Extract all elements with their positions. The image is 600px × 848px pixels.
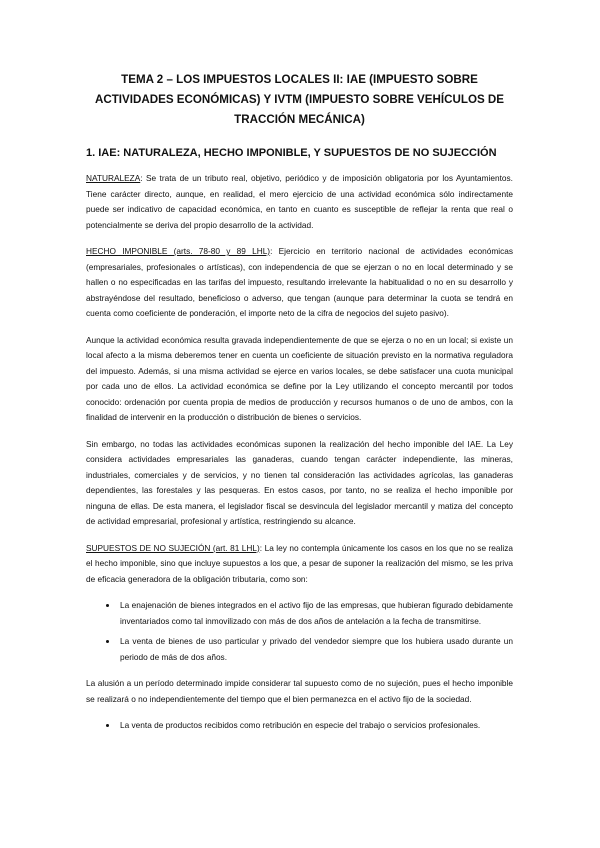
list-item: • La venta de bienes de uso particular y privado del vendedor siempre que los hubiera usado durante un periodo de más de dos años.: [118, 634, 513, 665]
no-sujecion-list-continued: [86, 718, 513, 734]
no-sujecion-text: : La ley no contempla únicamente los casos en los que no se realiza el hecho imponible, sino que incluye supuestos a los que, a pesar de suponer la realización del mismo, se les priva de eficacia generadora de la obligación tributaria, como son:: [86, 542, 513, 584]
document-title: TEMA 2 – LOS IMPUESTOS LOCALES II: IAE (IMPUESTO SOBRE ACTIVIDADES ECONÓMICAS) Y IVTM (IMPUESTO SOBRE VEHÍCULOS DE TRACCIÓN MECÁNICA): [94, 73, 505, 126]
list-item: • La enajenación de bienes integrados en el activo fijo de las empresas, que hubieran figurado debidamente inventariados como tal inmovilizado con más de dos años de antelación a la fecha de transmitirse.: [118, 598, 513, 629]
sin-embargo-paragraph: Sin embargo, no todas las actividades económicas suponen la realización del hecho imponible del IAE. La Ley considera actividades empresariales las ganaderas, cuando tengan carácter independiente, las mineras, industriales, comerciales y de servicios, y no tienen tal consideración las actividades agrícolas, las ganaderas dependientes, las forestales y las pesqueras. En estos casos, por tanto, no se realiza el hecho imponible por ninguna de ellas. De esta manera, el legislador fiscal se desvincula del legislador mercantil y matiza del concepto de actividad empresarial, profesional y artística, restringiendo su alcance.: [86, 438, 513, 526]
list-item: • La venta de productos recibidos como retribución en especie del trabajo o servicios profesionales.: [118, 718, 513, 734]
no-sujecion-list: [86, 598, 513, 665]
section-heading: 1. IAE: NATURALEZA, HECHO IMPONIBLE, Y SUPUESTOS DE NO SUJECCIÓN: [86, 147, 497, 159]
no-sujecion-paragraph: [86, 541, 513, 588]
alusion-paragraph: La alusión a un período determinado impide considerar tal supuesto como de no sujeción, pues el hecho imponible se realizará o no independientemente del tiempo que el bien permanezca en el activo fijo de la sociedad.: [86, 678, 513, 704]
no-sujecion-label: SUPUESTOS DE NO SUJECIÓN (art. 81 LHL): [86, 542, 260, 553]
naturaleza-label: NATURALEZA: [86, 173, 141, 183]
naturaleza-paragraph: [86, 171, 513, 233]
hecho-imponible-paragraph: [86, 244, 513, 322]
hecho-imponible-label: HECHO IMPONIBLE (arts. 78-80 y 89 LHL): [86, 246, 271, 256]
hecho-imponible-text: : Ejercicio en territorio nacional de actividades económicas (empresariales, profesionales o artísticas), con independencia de que se ejerzan o no en local determinado y se hallen o no especificadas en las tarifas del impuesto, resultando irrelevante la habitualidad o no en su desarrollo y abstrayéndose del resultado, beneficioso o adverso, que tengan (aunque para determinar la cuota se tendrá en cuenta como coeficiente de ponderación, el importe neto de la cifra de negocios del sujeto pasivo).: [86, 246, 513, 318]
naturaleza-text: : Se trata de un tributo real, objetivo, periódico y de imposición obligatoria por los Ayuntamientos. Tiene carácter directo, aunque, en realidad, el mero ejercicio de una actividad económica sólo indirectamente puede ser indicativo de capacidad económica, en tanto en cuanto es susceptible de reflejar la renta que real o potencialmente se deriva del propio desarrollo de la actividad.: [86, 173, 513, 230]
local-paragraph: Aunque la actividad económica resulta gravada independientemente de que se ejerza o no en un local; si existe un local afecto a la misma deberemos tener en cuenta un coeficiente de situación previsto en la normativa reguladora del impuesto. Además, si una misma actividad se ejerce en varios locales, se debe satisfacer una cuota municipal por cada uno de ellos. La actividad económica se define por la Ley utilizando el concepto mercantil por todos conocido: ordenación por cuenta propia de medios de producción y recursos humanos o de uno de ambos, con la finalidad de intervenir en la producción o distribución de bienes o servicios.: [86, 334, 513, 422]
